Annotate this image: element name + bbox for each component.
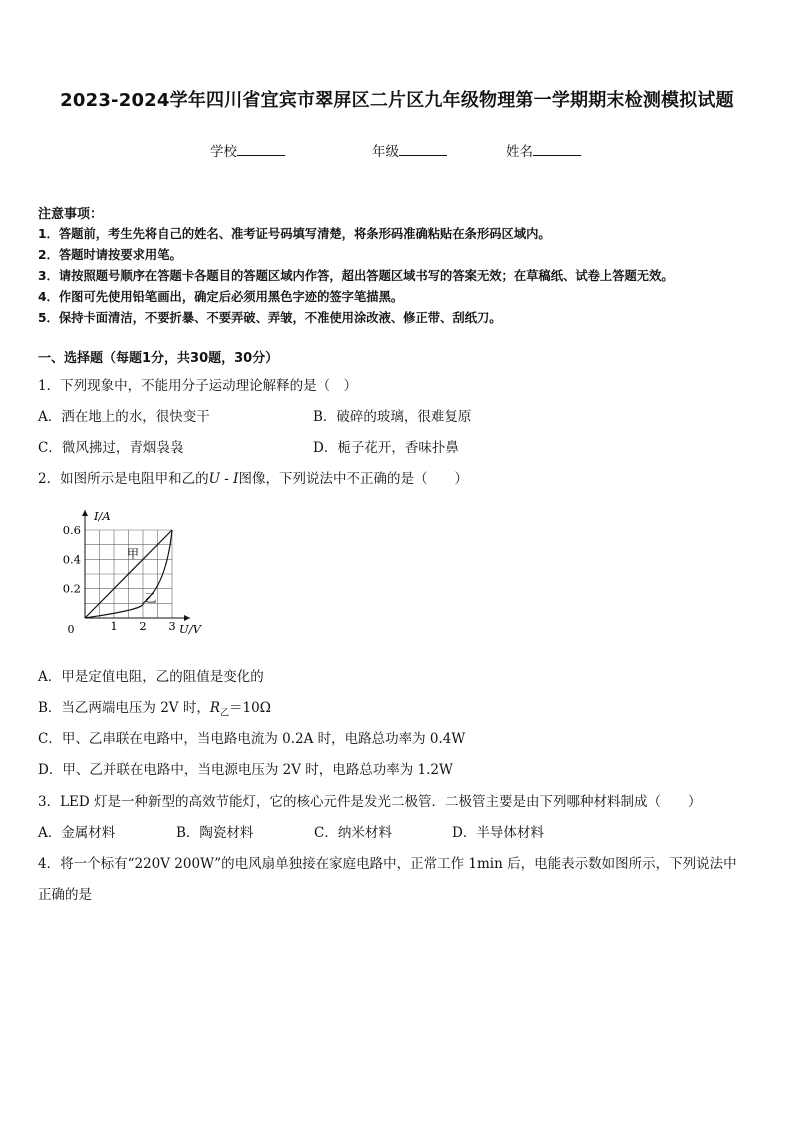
grade-label: 年级 <box>372 144 399 160</box>
y-tick-label: 0.6 <box>62 523 81 537</box>
question-2-option-b <box>38 696 271 719</box>
question-3-option-c: C．纳米材料 <box>314 825 392 841</box>
x-tick-label: 1 <box>110 619 118 633</box>
question-3-option-d: D．半导体材料 <box>452 825 544 841</box>
question-3-option-b: B．陶瓷材料 <box>176 825 254 841</box>
name-field <box>506 140 581 160</box>
section-heading: 一、选择题（每题1分，共30题，30分） <box>38 351 279 366</box>
y-axis-arrow <box>82 510 88 516</box>
series-label-yi: 乙 <box>144 590 157 605</box>
question-1-option-a: A．洒在地上的水，很快变干 <box>38 409 210 425</box>
question-2-option-b-var: R <box>209 700 221 716</box>
notice-item: 1．答题前，考生先将自己的姓名、准考证号码填写清楚，将条形码准确粘贴在条形码区域内。 <box>38 227 551 241</box>
notice-item: 4．作图可先使用铅笔画出，确定后必须用黑色字迹的签字笔描黑。 <box>38 290 404 304</box>
question-2-stem-var: U - I <box>208 471 239 487</box>
question-2-option-a: A．甲是定值电阻，乙的阻值是变化的 <box>38 669 264 685</box>
series-label-jia: 甲 <box>127 546 140 561</box>
x-tick-label: 2 <box>139 619 147 633</box>
question-1-option-d: D．栀子花开，香味扑鼻 <box>313 440 459 456</box>
notice-item: 5．保持卡面清洁，不要折暴、不要弄破、弄皱，不准使用涂改液、修正带、刮纸刀。 <box>38 311 502 325</box>
notice-item: 2．答题时请按要求用笔。 <box>38 248 182 262</box>
notice-item: 3．请按照题号顺序在答题卡各题目的答题区域内作答，超出答题区域书写的答案无效；在草稿纸、试卷上答题无效。 <box>38 269 674 283</box>
question-2-option-b-sub: 乙 <box>220 708 230 719</box>
grade-blank <box>399 143 447 156</box>
notice-heading: 注意事项： <box>38 207 104 222</box>
x-axis-arrow <box>184 615 190 621</box>
question-4-stem-line-2: 正确的是 <box>38 887 92 903</box>
x-tick-label: 3 <box>168 619 176 633</box>
question-2-option-d: D．甲、乙并联在电路中，当电源电压为 2V 时，电路总功率为 1.2W <box>38 762 453 778</box>
question-2-stem <box>38 467 468 487</box>
name-label: 姓名 <box>506 144 533 160</box>
question-3-stem: 3．LED 灯是一种新型的高效节能灯，它的核心元件是发光二极管．二极管主要是由下列哪种材料制成（ ） <box>38 794 702 810</box>
question-2-stem-pre: 2．如图所示是电阻甲和乙的 <box>38 471 209 487</box>
graph-labels <box>63 509 203 636</box>
question-4-stem-line-1: 4．将一个标有“220V 200W”的电风扇单独接在家庭电路中，正常工作 1min 后，电能表示数如图所示，下列说法中 <box>38 856 737 872</box>
school-blank <box>237 143 285 156</box>
y-tick-label: 0.2 <box>62 581 81 596</box>
question-1-option-c: C．微风拂过，青烟袅袅 <box>38 440 184 456</box>
page-title: 2023-2024学年四川省宜宾市翠屏区二片区九年级物理第一学期期末检测模拟试题 <box>60 90 734 111</box>
y-tick-label: 0.4 <box>62 552 81 567</box>
x-axis-label: U/V <box>179 622 201 636</box>
question-2-option-c: C．甲、乙串联在电路中，当电路电流为 0.2A 时，电路总功率为 0.4W <box>38 731 466 747</box>
question-3-option-a: A．金属材料 <box>38 825 116 841</box>
y-axis-label: I/A <box>94 509 111 523</box>
school-field <box>210 140 285 160</box>
question-2-option-b-post: ＝10Ω <box>229 700 271 716</box>
school-label: 学校 <box>210 144 237 160</box>
question-1-stem: 1．下列现象中，不能用分子运动理论解释的是（ ） <box>38 378 358 394</box>
question-2-stem-post: 图像，下列说法中不正确的是（ ） <box>238 471 468 487</box>
question-2-option-b-pre: B．当乙两端电压为 2V 时， <box>38 700 210 716</box>
name-blank <box>533 143 581 156</box>
grade-field <box>372 140 447 160</box>
origin-label: 0 <box>67 623 75 636</box>
question-1-option-b: B．破碎的玻璃，很难复原 <box>313 409 472 425</box>
u-i-graph <box>58 506 208 638</box>
